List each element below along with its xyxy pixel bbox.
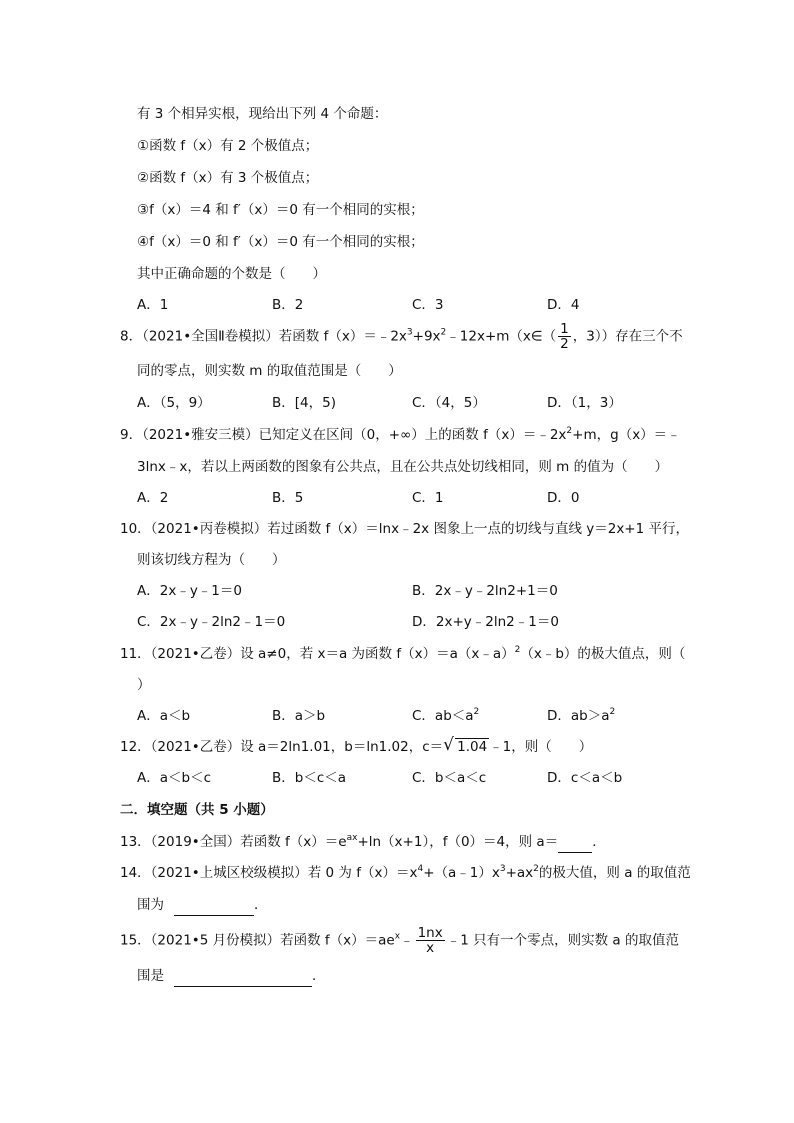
q10-option-c[interactable]: C．2x﹣y﹣2ln2﹣1＝0 — [137, 614, 286, 630]
q9-sup-2: 2 — [566, 426, 573, 436]
q11-stem-line-1 — [120, 644, 685, 664]
q12-option-c[interactable]: C．b＜a＜c — [412, 770, 487, 786]
q11-option-b[interactable]: B．a＞b — [272, 708, 326, 724]
q8-option-b[interactable]: B．[4，5) — [272, 395, 336, 411]
q7-option-c[interactable]: C．3 — [412, 297, 444, 313]
q14-sup-3: 3 — [499, 864, 506, 874]
q8-frac-num: 1 — [560, 321, 569, 337]
q13-answer-blank[interactable] — [558, 832, 592, 853]
q8-stem-a: 8．（2021•全国Ⅱ卷模拟）若函数 f（x）＝﹣2x — [120, 328, 407, 345]
q11-option-c-sup: 2 — [473, 707, 480, 717]
q10-option-b[interactable]: B．2x﹣y﹣2ln2+1＝0 — [412, 583, 558, 599]
q12-radicand: 1.04 — [457, 739, 488, 755]
q9-option-b[interactable]: B．5 — [272, 490, 304, 506]
q11-option-d-sup: 2 — [609, 707, 616, 717]
q12-option-b[interactable]: B．b＜c＜a — [272, 770, 347, 786]
q14-answer-blank[interactable] — [174, 895, 254, 916]
q14-sup-2: 2 — [533, 864, 539, 874]
q12-stem-a: 12．（2021•乙卷）设 a＝2ln1.01，b＝ln1.02，c＝ — [120, 739, 444, 755]
q11-option-c-text: C．ab＜a — [412, 708, 474, 724]
q12-option-a[interactable]: A．a＜b＜c — [137, 770, 211, 786]
q10-option-d[interactable]: D．2x+y﹣2ln2﹣1＝0 — [412, 614, 559, 630]
q15-frac-den: x — [426, 940, 435, 956]
q10-option-a[interactable]: A．2x﹣y﹣1＝0 — [137, 583, 242, 599]
q8-frac-den: 2 — [560, 336, 569, 352]
q9-option-d[interactable]: D．0 — [547, 490, 580, 506]
q8-option-a[interactable]: A．（5，9） — [137, 395, 211, 411]
q9-stem-line-1 — [120, 425, 681, 445]
q11-option-d-text: D．ab＞a — [547, 708, 610, 724]
q9-stem-a: 9．（2021•雅安三模）已知定义在区间（0，+∞）上的函数 f（x）＝﹣2x — [120, 427, 567, 443]
q11-sup-2: 2 — [514, 645, 521, 655]
q15-stem-l2a: 围是 — [137, 968, 164, 984]
q14-stem-d: 的极大值，则 a 的取值范 — [538, 865, 691, 881]
q7-option-a[interactable]: A．1 — [137, 297, 169, 313]
q10-stem-line-2: 则该切线方程为（ ） — [137, 552, 286, 568]
q9-option-a[interactable]: A．2 — [137, 490, 169, 506]
q7-proposition-1: ①函数 f（x）有 2 个极值点； — [137, 138, 319, 154]
q15-sup: x — [394, 931, 401, 942]
q12-sqrt — [443, 737, 489, 757]
q13-stem-a: 13．（2019•全国）若函数 f（x）＝e — [120, 834, 347, 850]
q7-option-b[interactable]: B．2 — [272, 297, 304, 313]
q8-option-d[interactable]: D．（1，3） — [547, 395, 622, 411]
q15-fraction — [416, 926, 445, 955]
q15-stem-a: 15．（2021•5 月份模拟）若函数 f（x）＝ae — [120, 932, 395, 949]
q8-stem-d: ，3））存在三个不 — [572, 328, 683, 345]
q15-stem-b: ﹣ — [400, 932, 414, 949]
sqrt-radical-icon: √ — [443, 735, 454, 755]
q8-sup-3: 3 — [406, 327, 413, 338]
q8-option-c[interactable]: C．（4，5） — [412, 395, 486, 411]
q15-stem-c: ﹣1 只有一个零点，则实数 a 的取值范 — [446, 932, 679, 949]
q11-stem-line-2: ） — [137, 677, 151, 693]
q13-sup: ax — [346, 833, 358, 843]
q12-stem-line-1 — [120, 737, 592, 757]
q7-question-line: 其中正确命题的个数是（ ） — [137, 266, 326, 282]
q14-stem-b: +（a﹣1）x — [423, 865, 500, 881]
q13-stem — [120, 832, 606, 853]
q9-stem-b: +m，g（x）＝﹣ — [572, 427, 681, 443]
q11-stem-a: 11．（2021•乙卷）设 a≠0，若 x＝a 为函数 f（x）＝a（x﹣a） — [120, 646, 515, 662]
q11-option-d[interactable] — [547, 706, 615, 726]
q9-option-c[interactable]: C．1 — [412, 490, 444, 506]
q14-stem-a: 14．（2021•上城区校级模拟）若 0 为 f（x）＝x — [120, 865, 418, 881]
q13-stem-b: +ln（x+1），f（0）＝4，则 a＝ — [357, 834, 559, 850]
q13-stem-c: ． — [592, 834, 606, 850]
section-heading-fill-in: 二．填空题（共 5 小题） — [120, 802, 274, 818]
q14-sup-4: 4 — [417, 864, 424, 874]
q8-fraction — [558, 322, 571, 351]
q7-proposition-3: ③f（x）＝4 和 f′（x）＝0 有一个相同的实根； — [137, 202, 424, 218]
q14-stem-l2b: ． — [254, 897, 268, 913]
q8-stem-b: +9x — [412, 328, 441, 345]
q8-stem-c: ﹣12x+m（x∈（ — [446, 328, 557, 345]
q15-stem-line-1 — [120, 926, 679, 955]
q8-stem-line-1 — [120, 322, 683, 351]
q7-option-d[interactable]: D．4 — [547, 297, 580, 313]
q7-intro-line: 有 3 个相异实根，现给出下列 4 个命题： — [137, 106, 388, 122]
q15-stem-l2b: ． — [312, 968, 326, 984]
q14-stem-line-1 — [120, 863, 691, 883]
q14-stem-l2a: 围为 — [137, 897, 164, 913]
q7-proposition-2: ②函数 f（x）有 3 个极值点； — [137, 170, 319, 186]
q12-stem-b: ﹣1，则（ ） — [489, 739, 593, 755]
q11-option-a[interactable]: A．a＜b — [137, 708, 191, 724]
q7-proposition-4: ④f（x）＝0 和 f′（x）＝0 有一个相同的实根； — [137, 234, 424, 250]
q14-stem-c: +ax — [505, 865, 534, 881]
q8-sup-2: 2 — [440, 327, 447, 338]
q14-stem-line-2 — [137, 895, 268, 916]
q12-option-d[interactable]: D．c＜a＜b — [547, 770, 623, 786]
q11-option-c[interactable] — [412, 706, 479, 726]
q8-stem-line-2: 同的零点，则实数 m 的取值范围是（ ） — [137, 363, 402, 379]
q9-stem-line-2: 3lnx﹣x，若以上两函数的图象有公共点，且在公共点处切线相同，则 m 的值为（ ） — [137, 459, 669, 475]
q15-frac-num: 1nx — [417, 925, 443, 941]
q10-stem-line-1: 10．（2021•丙卷模拟）若过函数 f（x）＝lnx﹣2x 图象上一点的切线与直线 y＝2x+1 平行， — [120, 521, 689, 537]
q11-stem-b: （x﹣b）的极大值点，则（ — [520, 646, 686, 662]
q15-stem-line-2 — [137, 966, 326, 987]
q15-answer-blank[interactable] — [174, 966, 312, 987]
